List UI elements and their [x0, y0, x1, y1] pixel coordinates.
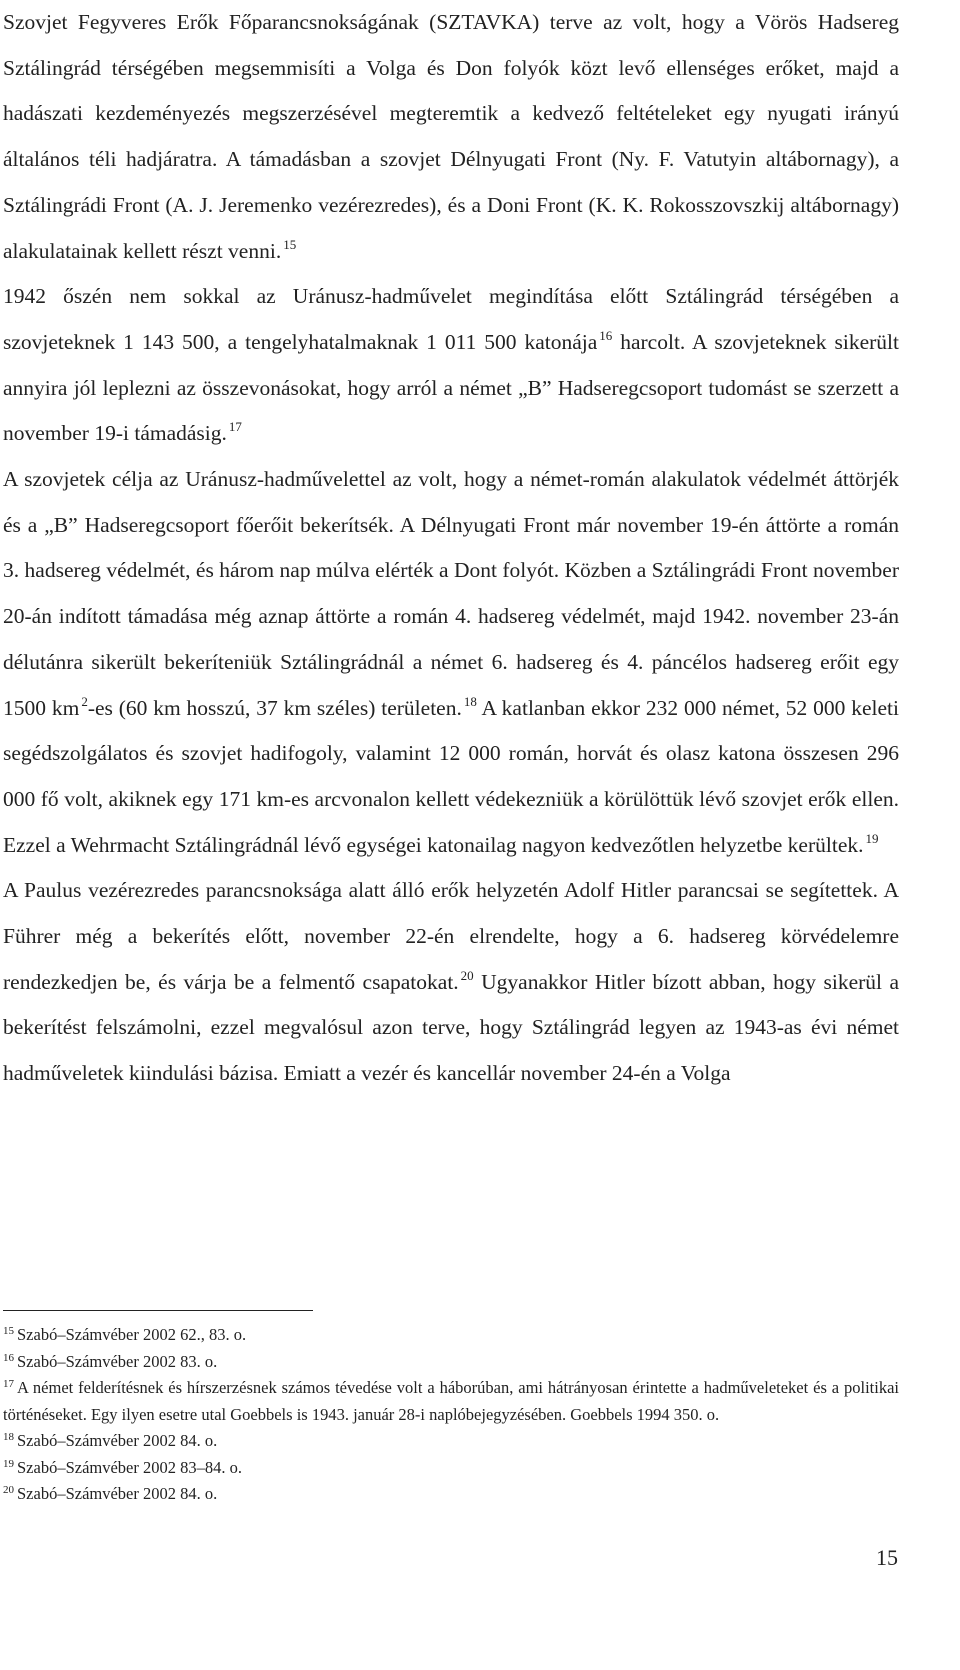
footnote-text: Szabó–Számvéber 2002 83–84. o.: [17, 1457, 242, 1477]
paragraph: [3, 457, 899, 868]
footnote: [3, 1428, 899, 1455]
footnote-number: 16: [3, 1351, 14, 1364]
footnote-text: Szabó–Számvéber 2002 84. o.: [17, 1484, 218, 1503]
paragraph-text: 1942 őszén nem sokkal az Uránusz-hadművelet megindítása előtt Sztálingrád térségében a szovjeteknek 1 143 500, a tengelyhatalmaknak 1 011 500 katonája: [3, 284, 899, 354]
footnote-ref[interactable]: 16: [599, 327, 613, 343]
footnote: [3, 1349, 899, 1376]
paragraph-text: harcolt. A szovjeteknek sikerült annyira jól leplezni az összevonásokat, hogy arról a német „B” Hadseregcsoport tudomást se szerzett a november 19-i támadásig.: [3, 329, 899, 446]
footnote-number: 15: [3, 1325, 14, 1337]
footnote-text: Szabó–Számvéber 2002 62., 83. o.: [17, 1325, 247, 1344]
footnote-text: Szabó–Számvéber 2002 83. o.: [17, 1351, 218, 1371]
paragraph-text: Ugyanakkor Hitler bízott abban, hogy sikerül a bekerítést felszámolni, ezzel megvalósul azon terve, hogy Sztálingrád legyen az 1943-as évi német hadműveletek kiindulási bázisa. Emiatt a vezér és kancellár november 24-én a Volga: [3, 969, 899, 1086]
paragraph-text: -es (60 km hosszú, 37 km széles) területen.: [87, 695, 462, 720]
footnote-ref[interactable]: 20: [460, 967, 474, 983]
footnote-text: Szabó–Számvéber 2002 84. o.: [17, 1431, 218, 1450]
footnote-ref[interactable]: 17: [228, 419, 242, 435]
footnote-number: 17: [3, 1378, 14, 1390]
body-text: [3, 0, 899, 1097]
footnote-ref[interactable]: 19: [865, 830, 879, 846]
paragraph-text: A szovjetek célja az Uránusz-hadművelettel az volt, hogy a német-román alakulatok védelmét áttörjék és a „B” Hadseregcsoport főerőit bekerítsék. A Délnyugati Front már november 19-én áttörte a román 3. hadsereg védelmét, és három nap múlva elérték a Dont folyót. Közben a Sztálingrádi Front november 20-án indított támadása még aznap áttörte a román 4. hadsereg védelmét, majd 1942. november 23-án délutánra sikerült bekeríteniük Sztálingrádnál a német 6. hadsereg és 4. páncélos hadsereg erőit egy 1500 km: [3, 467, 899, 720]
footnote: [3, 1322, 899, 1349]
paragraph: [3, 868, 899, 1097]
footnote-text: A német felderítésnek és hírszerzésnek számos tévedése volt a háborúban, ami hátrányosan érintette a hadműveleteket és a politikai történéseket. Egy ilyen esetre utal Goebbels is 1943. január 28-i naplóbejegyzésében. Goebbels 1994 350. o.: [3, 1378, 899, 1424]
unit-superscript: 2: [81, 693, 88, 709]
footnote: [3, 1455, 899, 1482]
footnote-ref[interactable]: 15: [283, 236, 297, 252]
footnotes: [3, 1322, 899, 1508]
footnote-ref[interactable]: 18: [463, 693, 477, 709]
footnote-number: 20: [3, 1484, 14, 1496]
paragraph-text: A Paulus vezérezredes parancsnoksága alatt álló erők helyzetén Adolf Hitler parancsai se segítettek. A Führer még a bekerítés előtt, november 22-én elrendelte, hogy a 6. hadsereg körvédelemre rendezkedjen be, és várja be a felmentő csapatokat.: [3, 878, 899, 994]
footnote: [3, 1481, 899, 1508]
page-number: 15: [876, 1545, 898, 1570]
paragraph-text: Szovjet Fegyveres Erők Főparancsnokságának (SZTAVKA) terve az volt, hogy a Vörös Hadsereg Sztálingrád térségében megsemmisíti a Volga és Don folyók közt levő ellenséges erőket, majd a hadászati kezdeményezés megszerzésével megteremtik a kedvező feltételeket egy nyugati irányú általános téli hadjáratra. A támadásban a szovjet Délnyugati Front (Ny. F. Vatutyin altábornagy), a Sztálingrádi Front (A. J. Jeremenko vezérezredes), és a Doni Front (K. K. Rokosszovszkij altábornagy) alakulatainak kellett részt venni.: [3, 10, 899, 263]
footnote-number: 18: [3, 1431, 14, 1443]
footnote-number: 19: [3, 1457, 14, 1470]
paragraph: [3, 274, 899, 457]
footnote-separator: [3, 1310, 313, 1311]
footnote: [3, 1375, 899, 1428]
paragraph-text: A katlanban ekkor 232 000 német, 52 000 keleti segédszolgálatos és szovjet hadifogoly, valamint 12 000 román, horvát és olasz katona összesen 296 000 fő volt, akiknek egy 171 km-es arcvonalon kellett védekezniük a körülöttük lévő szovjet erők ellen. Ezzel a Wehrmacht Sztálingrádnál lévő egységei katonailag nagyon kedvezőtlen helyzetbe kerültek.: [3, 695, 899, 857]
paragraph: [3, 0, 899, 274]
